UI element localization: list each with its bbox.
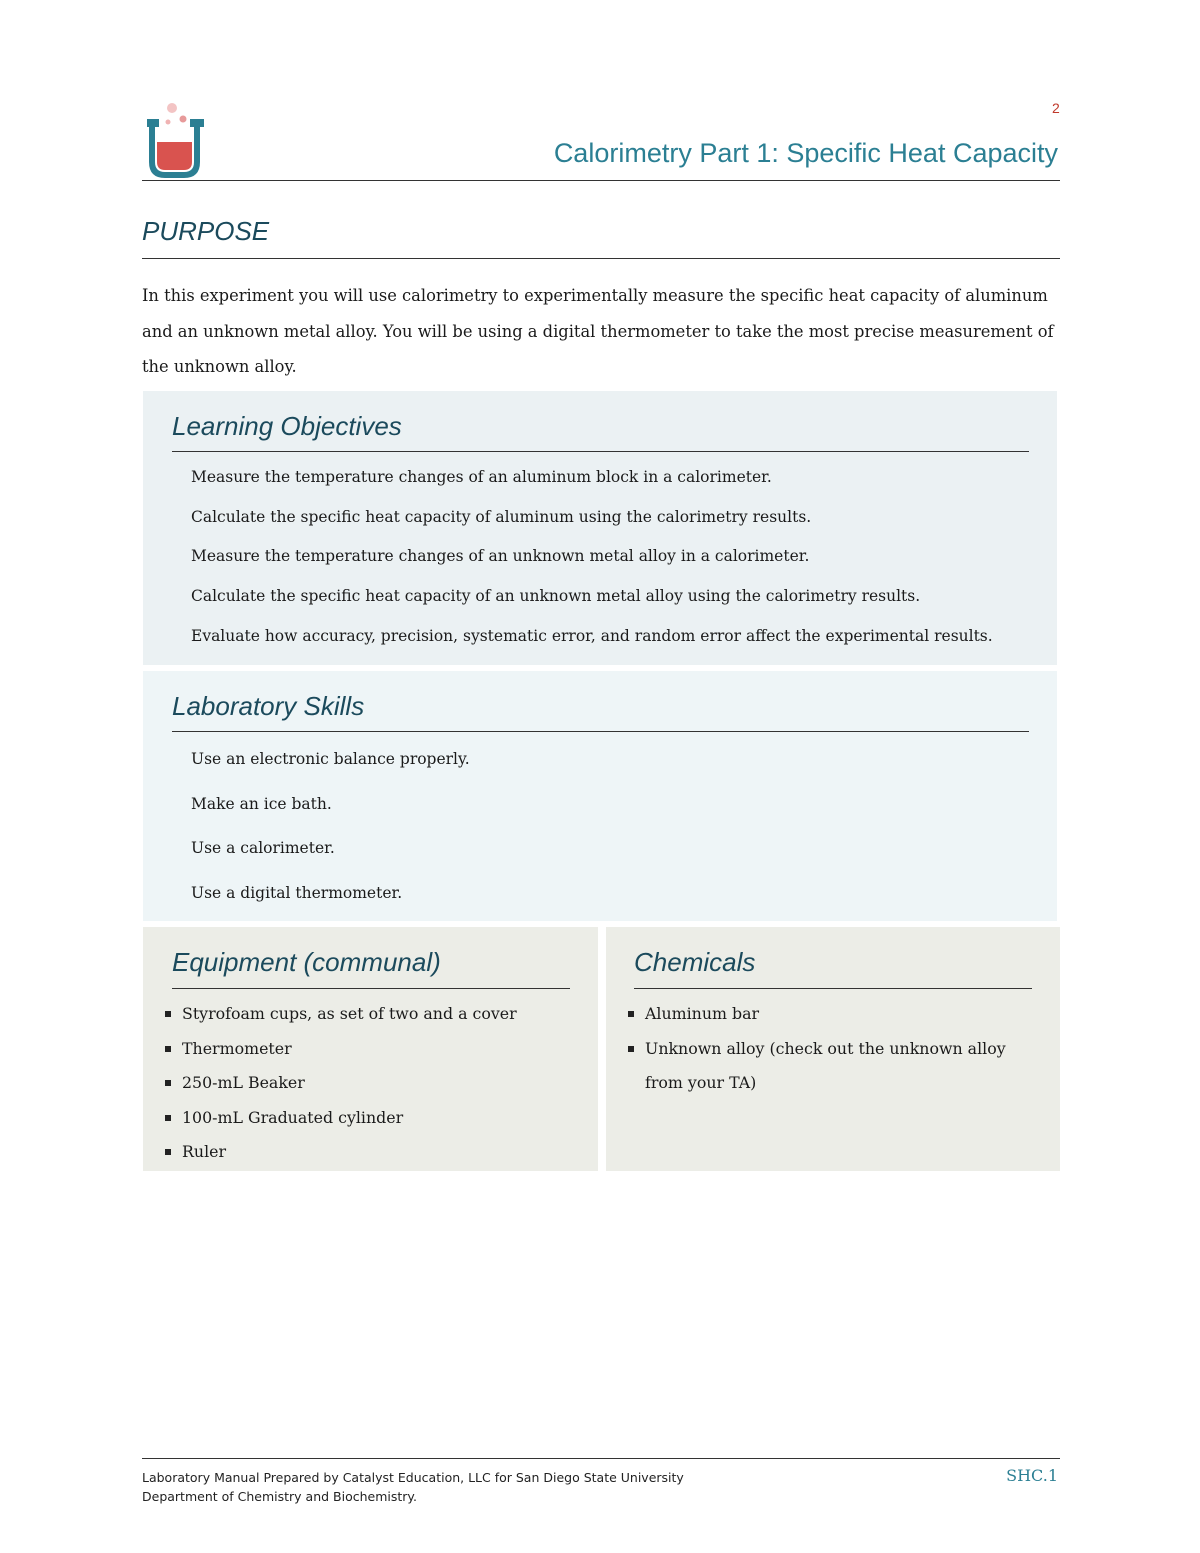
list-item: Measure the temperature changes of an unknown metal alloy in a calorimeter.: [191, 547, 810, 566]
chemicals-panel: [606, 927, 1060, 1171]
list-item: Make an ice bath.: [191, 794, 332, 813]
chemicals-divider: [634, 988, 1032, 989]
skills-divider: [172, 731, 1029, 732]
equipment-divider: [172, 988, 570, 989]
list-item: Use a digital thermometer.: [191, 883, 403, 902]
footer-credit: [142, 1468, 684, 1506]
list-item: Use a calorimeter.: [191, 839, 335, 857]
corner-page-mark: 2: [1052, 100, 1060, 116]
list-item: 250-mL Beaker: [165, 1066, 565, 1101]
list-item: Evaluate how accuracy, precision, systematic error, and random error affect the experimental results.: [191, 626, 993, 645]
equipment-title: Equipment (communal): [172, 947, 441, 977]
purpose-paragraph: In this experiment you will use calorimetry to experimentally measure the specific heat capacity of aluminum and an unknown metal alloy. You will be using a digital thermometer to take the most precise measurement of the unknown alloy.: [142, 286, 1054, 376]
list-item: Unknown alloy (check out the unknown alloy from your TA): [628, 1032, 1038, 1101]
header-divider: [142, 180, 1060, 181]
footer-line-2: Department of Chemistry and Biochemistry.: [142, 1489, 418, 1504]
list-item: Styrofoam cups, as set of two and a cover: [165, 997, 565, 1032]
purpose-divider: [142, 258, 1060, 259]
list-item: Use an electronic balance properly.: [191, 750, 470, 768]
chemicals-title: Chemicals: [634, 947, 756, 977]
document-title: Calorimetry Part 1: Specific Heat Capacity: [553, 138, 1058, 168]
laboratory-skills-title: Laboratory Skills: [172, 691, 365, 721]
objectives-divider: [172, 451, 1029, 452]
list-item: Calculate the specific heat capacity of an unknown metal alloy using the calorimetry results.: [191, 587, 921, 606]
skills-list: [191, 749, 470, 927]
objectives-list: [191, 467, 993, 665]
laboratory-skills-panel: [143, 671, 1057, 921]
list-item: 100-mL Graduated cylinder: [165, 1101, 565, 1136]
footer-divider: [142, 1458, 1060, 1459]
purpose-heading: PURPOSE: [142, 216, 270, 246]
list-item: Ruler: [165, 1135, 565, 1170]
chemicals-list: [628, 997, 1038, 1101]
learning-objectives-title: Learning Objectives: [172, 411, 402, 441]
list-item: Thermometer: [165, 1032, 565, 1067]
list-item: Measure the temperature changes of an aluminum block in a calorimeter.: [191, 468, 772, 486]
equipment-list: [165, 997, 565, 1170]
list-item: Aluminum bar: [628, 997, 1038, 1032]
equipment-panel: [143, 927, 598, 1171]
list-item: Calculate the specific heat capacity of aluminum using the calorimetry results.: [191, 507, 812, 526]
learning-objectives-panel: [143, 391, 1057, 665]
beaker-logo-icon: [144, 100, 210, 180]
page-number: SHC.1: [1006, 1466, 1058, 1485]
footer-line-1: Laboratory Manual Prepared by Catalyst Education, LLC for San Diego State University: [142, 1470, 684, 1485]
